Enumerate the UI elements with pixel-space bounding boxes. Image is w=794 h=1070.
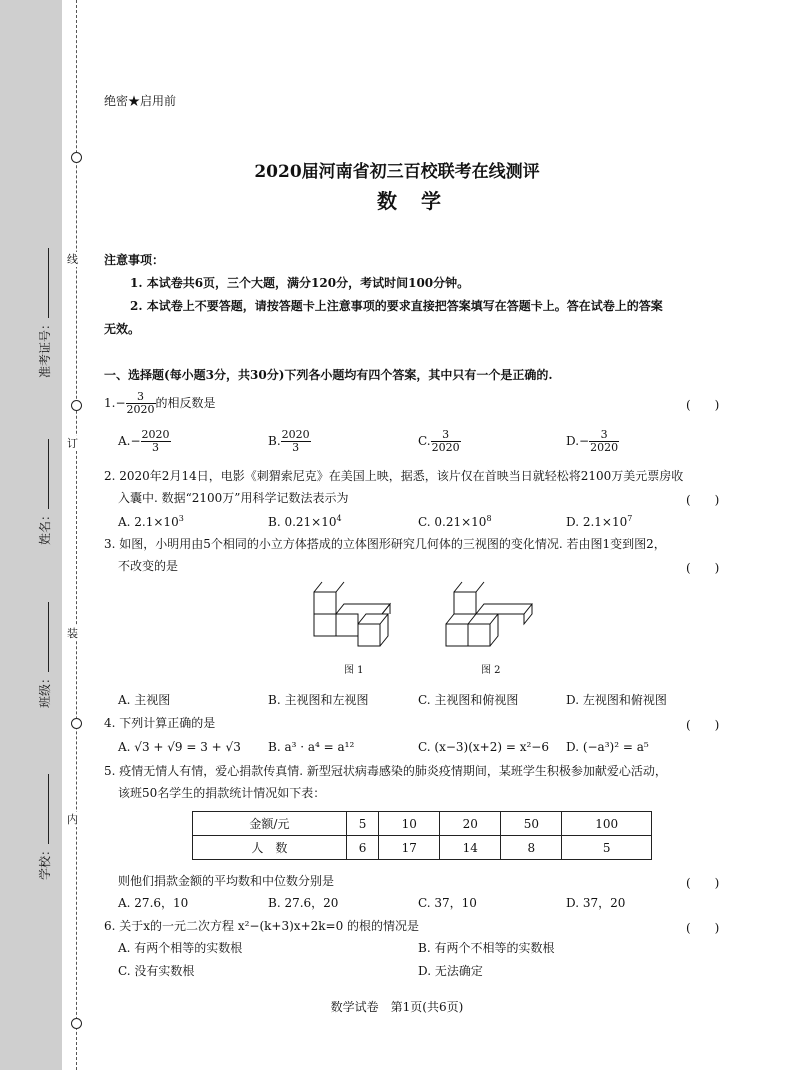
q2-option-a: A. $2.1\times 10^3$ [118, 514, 184, 529]
q6-option-b: B. 有两个不相等的实数根 [418, 941, 555, 955]
question-2-line-1: 2. 2020年2月14日，电影《刺猬索尼克》在美国上映，据悉，该片仅在首映当日就轻松将2100万美元票房收 [104, 469, 684, 483]
notice-heading: 注意事项： [104, 253, 165, 267]
question-3-line-2: 不改变的是 [118, 559, 179, 573]
question-5-question: 则他们捐款金额的平均数和中位数分别是 [118, 874, 335, 888]
question-2-line-2: 入囊中. 数据“2100万”用科学记数法表示为 [118, 491, 349, 505]
q2-option-d: D. $2.1\times 10^7$ [566, 514, 633, 529]
binding-hole [71, 1018, 82, 1029]
table-cell: 5 [346, 812, 378, 836]
class-field[interactable] [36, 602, 53, 708]
q3-option-d: D. 左视图和俯视图 [566, 693, 667, 707]
table-cell: 人 数 [193, 836, 347, 860]
figure-1-label: 图 1 [344, 665, 364, 676]
question-3-line-1: 3. 如图，小明用由5个相同的小立方体搭成的立体图形研究几何体的三视图的变化情况. 若由图1变到图2， [104, 537, 666, 551]
figure-2-cubes [446, 582, 532, 646]
donation-table [192, 811, 652, 860]
cube-figures [300, 578, 540, 650]
binding-hole [71, 718, 82, 729]
confidential-mark: 绝密★启用前 [104, 94, 177, 108]
q3-option-c: C. 主视图和俯视图 [418, 693, 519, 707]
answer-paren: ( ) [686, 398, 720, 412]
answer-paren: ( ) [686, 921, 720, 935]
q2-option-b: B. $0.21\times 10^4$ [268, 514, 342, 529]
table-cell: 6 [346, 836, 378, 860]
q1-option-d: D.− $\frac{3}{2020}$ [566, 428, 619, 454]
question-1-stem: 1.− $\frac{3}{2020}$ 的相反数是 [104, 390, 216, 416]
q5-option-b: B. 27.6，20 [268, 896, 339, 910]
table-row [193, 836, 652, 860]
question-5-line-1: 5. 疫情无情人有情，爱心捐款传真情. 新型冠状病毒感染的肺炎疫情期间，某班学生积极参加献爱心活动， [104, 764, 667, 778]
table-row [193, 812, 652, 836]
answer-paren: ( ) [686, 561, 720, 575]
q6-option-c: C. 没有实数根 [118, 964, 195, 978]
q1-option-b: B. $\frac{2020}{3}$ [268, 428, 310, 454]
class-label: 班级： [38, 671, 52, 708]
q2-option-c: C. $0.21\times 10^8$ [418, 514, 492, 529]
table-cell: 20 [440, 812, 501, 836]
cut-line-char: 内 [67, 813, 78, 826]
table-cell: 10 [379, 812, 440, 836]
table-cell: 14 [440, 836, 501, 860]
school-field[interactable] [36, 774, 53, 880]
page-footer: 数学试卷 第1页(共6页) [330, 1000, 464, 1014]
cut-line-char: 订 [67, 437, 78, 450]
q1-option-c: C. $\frac{3}{2020}$ [418, 428, 460, 454]
exam-number-field[interactable] [36, 248, 53, 378]
q6-option-a: A. 有两个相等的实数根 [118, 941, 243, 955]
q3-option-b: B. 主视图和左视图 [268, 693, 369, 707]
notice-item-1: 1. 本试卷共6页，三个大题，满分120分，考试时间100分钟。 [130, 276, 470, 290]
subject-title: 数学 [377, 189, 465, 213]
q5-option-c: C. 37，10 [418, 896, 477, 910]
exam-number-label: 准考证号： [38, 317, 52, 378]
q4-option-d: D. (−a³)² = a⁵ [566, 740, 649, 754]
q6-option-d: D. 无法确定 [418, 964, 483, 978]
figure-2-label: 图 2 [481, 665, 501, 676]
answer-paren: ( ) [686, 493, 720, 507]
cut-line-char: 装 [67, 627, 78, 640]
table-cell: 金额/元 [193, 812, 347, 836]
q5-option-d: D. 37，20 [566, 896, 626, 910]
table-cell: 8 [501, 836, 562, 860]
q4-option-a: A. √3 + √9 = 3 + √3 [118, 740, 241, 754]
question-4-stem: 4. 下列计算正确的是 [104, 716, 216, 730]
table-cell: 100 [562, 812, 652, 836]
name-field[interactable] [36, 439, 53, 545]
q4-option-b: B. a³ · a⁴ = a¹² [268, 740, 355, 754]
table-cell: 50 [501, 812, 562, 836]
notice-item-2-cont: 无效。 [104, 322, 141, 336]
exam-title: 2020届河南省初三百校联考在线测评 [254, 162, 540, 182]
answer-paren: ( ) [686, 718, 720, 732]
section-heading: 一、选择题(每小题3分，共30分)下列各小题均有四个答案，其中只有一个是正确的. [104, 368, 553, 382]
question-5-line-2: 该班50名学生的捐款统计情况如下表： [118, 786, 326, 800]
school-label: 学校： [38, 843, 52, 880]
table-cell: 5 [562, 836, 652, 860]
question-6-stem: 6. 关于x的一元二次方程 x²−(k+3)x+2k=0 的根的情况是 [104, 919, 420, 933]
binding-hole [71, 400, 82, 411]
q3-option-a: A. 主视图 [118, 693, 171, 707]
name-label: 姓名： [38, 508, 52, 545]
cut-line-char: 线 [67, 253, 78, 266]
q5-option-a: A. 27.6，10 [118, 896, 189, 910]
table-cell: 17 [379, 836, 440, 860]
q1-option-a: A.− $\frac{2020}{3}$ [118, 428, 170, 454]
q4-option-c: C. (x−3)(x+2) = x²−6 [418, 740, 549, 754]
figure-1-cubes [314, 582, 390, 646]
notice-item-2: 2. 本试卷上不要答题，请按答题卡上注意事项的要求直接把答案填写在答题卡上。答在试卷上的答案 [130, 299, 663, 313]
answer-paren: ( ) [686, 876, 720, 890]
